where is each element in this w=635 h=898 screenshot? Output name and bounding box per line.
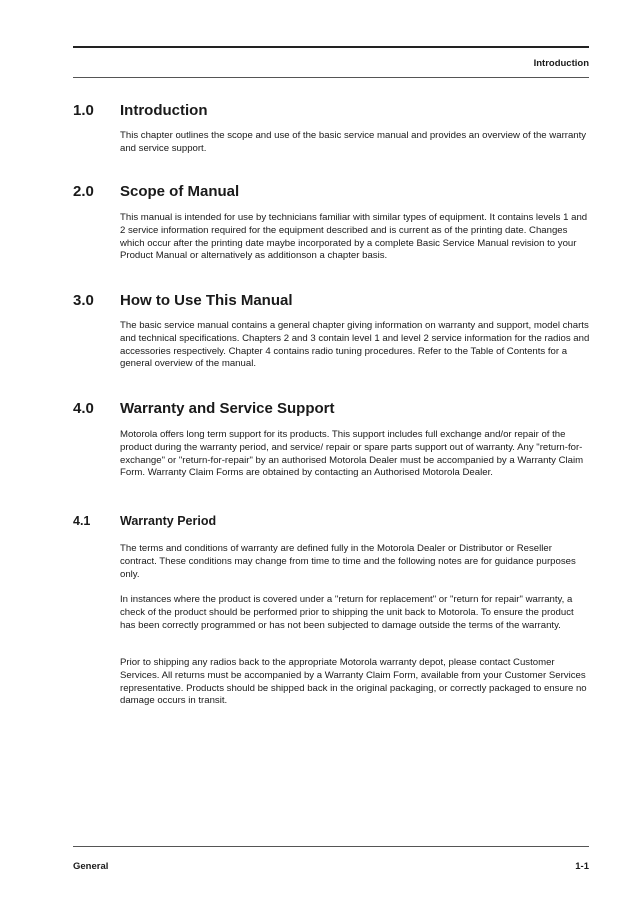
section-paragraph: This manual is intended for use by technicians familiar with similar types of equipment. It contains levels 1 and 2 service information required for the equipment described and is current as of the printing date. Changes which occur after the printing date maybe incorporated by a complete Basic Service Manual revision to your Product Manual or alternatively as additionson a chapter basis. bbox=[120, 212, 588, 262]
section-heading-2-0 bbox=[73, 183, 239, 200]
section-number: 2.0 bbox=[73, 183, 94, 200]
header-rule bbox=[73, 46, 589, 48]
section-number: 4.0 bbox=[73, 400, 94, 417]
section-paragraph: The terms and conditions of warranty are defined fully in the Motorola Dealer or Distributor or Reseller contract. These conditions may change from time to time and the following notes are for guidance purposes only. bbox=[120, 543, 576, 580]
section-title: Scope of Manual bbox=[120, 183, 240, 200]
section-title: How to Use This Manual bbox=[120, 292, 293, 309]
footer-divider bbox=[73, 846, 589, 847]
section-paragraph: This chapter outlines the scope and use of the basic service manual and provides an overview of the warranty and service support. bbox=[120, 130, 587, 154]
section-paragraph: Motorola offers long term support for its products. This support includes full exchange and/or repair of the product during the warranty period, and service/ repair or spare parts support out of warranty. Any "return-for-exchange" or "return-for-repair" by an authorised Motorola Dealer must be accompanied by a Warranty Claim Form. Warranty Claim Forms are obtained by contacting an Authorised Motorola Dealer. bbox=[120, 429, 584, 479]
header-divider bbox=[73, 77, 589, 78]
section-number: 1.0 bbox=[73, 102, 94, 119]
section-paragraph: The basic service manual contains a general chapter giving information on warranty and support, model charts and technical specifications. Chapters 2 and 3 contain level 1 and level 2 service information for the radios and accessories respectively. Chapter 4 contains radio tuning procedures. Refer to the Table of Contents for a general overview of the manual. bbox=[120, 320, 590, 370]
section-number: 4.1 bbox=[73, 514, 91, 528]
section-title: Introduction bbox=[120, 102, 208, 119]
section-heading-1-0 bbox=[73, 102, 207, 119]
section-heading-3-0 bbox=[73, 292, 293, 309]
section-heading-4-0 bbox=[73, 400, 335, 417]
section-number: 3.0 bbox=[73, 292, 94, 309]
footer-chapter: General bbox=[73, 861, 109, 872]
section-title: Warranty and Service Support bbox=[120, 400, 335, 417]
section-paragraph: In instances where the product is covered under a "return for replacement" or "return for repair" warranty, a check of the product should be performed prior to shipping the unit back to Motorola. To ensure the product has been correctly programmed or has not been subjected to damage outside the terms of the warranty. bbox=[120, 594, 574, 631]
section-paragraph: Prior to shipping any radios back to the appropriate Motorola warranty depot, please contact Customer Services. All returns must be accompanied by a Warranty Claim Form, available from your Customer Services representative. Products should be shipped back in the original packaging, or correctly packaged to ensure no damage occurs in transit. bbox=[120, 657, 587, 707]
running-header: Introduction bbox=[533, 58, 589, 69]
section-title: Warranty Period bbox=[120, 514, 217, 528]
page-number: 1-1 bbox=[575, 861, 589, 872]
subsection-heading-4-1 bbox=[73, 514, 216, 528]
